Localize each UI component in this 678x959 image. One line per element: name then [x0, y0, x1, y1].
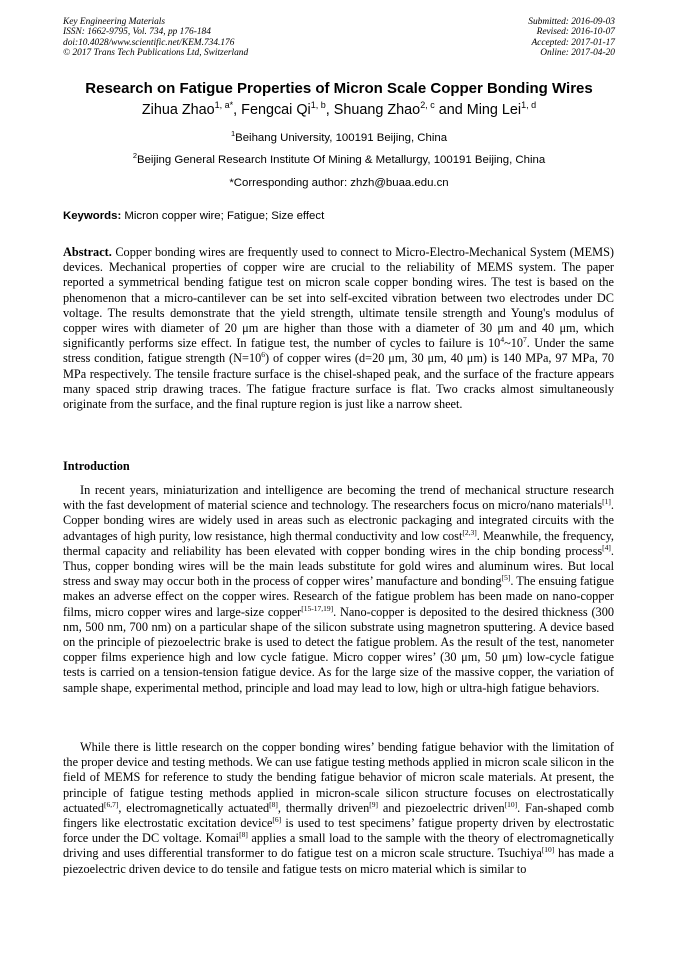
citation-ref: [8]: [269, 799, 278, 809]
author-affil: 1, d: [521, 100, 537, 111]
author-list: [0, 101, 678, 119]
citation-ref: [9]: [369, 799, 378, 809]
online-date: Online: 2017-04-20: [540, 47, 615, 58]
text-run: . Copper bonding wires are widely used in areas such as electronic packaging and integrated circuits with the advantages of high purity, low resistance, high thermal conductivity and low cost: [63, 498, 614, 543]
text-run: . Fan-shaped comb fingers like electrostatic excitation device: [63, 800, 614, 831]
date-info: [528, 17, 615, 58]
author-affil: 1, a*: [214, 100, 234, 111]
abstract-label: Abstract.: [63, 245, 112, 259]
keywords: [63, 209, 324, 223]
text-run: . Meanwhile, the frequency, thermal capacity and reliability has been elevated with copper bonding wires in the chip bonding process: [63, 528, 614, 558]
accepted-date: Accepted: 2017-01-17: [531, 37, 615, 48]
author-affil: 1, b: [310, 100, 326, 111]
author-name: Shuang Zhao: [333, 102, 421, 118]
citation-ref: [10]: [541, 845, 555, 855]
author-name: Fengcai Qi: [241, 102, 311, 118]
text-run: . Nano-copper is deposited to the desired thickness (300 nm, 500 nm, 700 nm) on a particular shape of the silicon substrate using magnetron sputtering. A device based on the principle of piezoelectric brake is used to detect the fatigue problem. As the result of the test, nanometer copper films experience high and low cycle fatigue. Micro copper wires’ (30 μm, 50 μm) low-cycle fatigue tests is carried on a tension-tension fatigue device. As for the large size of the massive copper, the variation of sample shape, experimental method, principle and load may lead to low, high or ultra-high fatigue behaviors.: [63, 604, 614, 695]
text-run: . The ensuing fatigue makes an adverse effect on the copper wires. Research of the fatigue problem has been made on nano-copper films, micro copper wires and large-size copper: [63, 574, 614, 619]
journal-name: Key Engineering Materials: [63, 17, 166, 27]
text-run: , thermally driven: [277, 800, 370, 815]
citation-ref: [2,3]: [462, 527, 477, 537]
text-run: applies a small load to the sample with the theory of electromagnetically driving and uses differential transformer to do fatigue test on a micron scale structure. Tsuchiya: [63, 831, 614, 861]
citation-ref: [4]: [602, 542, 611, 552]
revised-date: Revised: 2016-10-07: [536, 27, 615, 38]
text-run: has made a piezoelectric driven device to do tensile and fatigue tests on micro material which is similar to: [63, 846, 614, 876]
author-sep: ,: [233, 102, 242, 118]
keywords-label: Keywords:: [63, 210, 122, 222]
citation-ref: [8]: [239, 830, 248, 840]
text-run: In recent years, miniaturization and intelligence are becoming the trend of mechanical structure research with the fast development of material science and technology. The researchers focus on micro/nano materials: [63, 483, 614, 513]
issn-line: ISSN: 1662-9795, Vol. 734, pp 176-184: [63, 27, 211, 38]
citation-ref: [5]: [501, 573, 511, 583]
keywords-text: Micron copper wire; Fatigue; Size effect: [124, 210, 325, 222]
abstract: Abstract. Copper bonding wires are frequently used to connect to Micro-Electro-Mechanical System (MEMS) devices. Mechanical properties of copper wire are crucial to the reliability of MEMS system. The paper reported a symmetrical bending fatigue test on micron scale copper bonding wires. The test is based on the phenomenon that a micro-cantilever can be set into self-excited vibration between two electrodes under DC voltage. The results demonstrate that the yield strength, ultimate tensile strength and Young's modulus of copper wires with diameter of 20 μm are higher than those with a diameter of 30 μm and 40 μm, which significantly performs size effect. In fatigue test, the number of cycles to failure is $10^4\sim 10^7$. Under the same stress condition, fatigue strength $(N=10^6)$ of copper wires (d=20 μm, 30 μm, 40 μm) is 140 MPa, 97 MPa, 70 MPa respectively. The tensile fracture surface is the chisel-shaped peak, and the surface of the fracture appears many spaced strip drawing traces. The fatigue fracture surface is flat. Two cracks almost simultaneously originate from the surface, and the final rupture region is just like a narrow sheet.: [63, 245, 614, 412]
text-run: , electromagnetically actuated: [118, 800, 270, 815]
text-run: is used to test specimens’ fatigue property driven by electrostatic force under the DC voltage. Komai: [63, 816, 614, 846]
author-sep: and: [434, 102, 467, 118]
text-run: . Thus, copper bonding wires will be the main leads substitute for gold wires and aluminum wires. But local stress and sway may occur both in the process of copper wires’ manufacture and bonding: [63, 543, 614, 589]
affiliation-2: $^2$Beijing General Research Institute Of Mining & Metallurgy, 100191 Beijing, China: [132, 151, 546, 166]
copyright-line: © 2017 Trans Tech Publications Ltd, Switzerland: [63, 47, 249, 58]
journal-info: [63, 17, 248, 58]
affiliation-1: $^1$Beihang University, 100191 Beijing, China: [230, 129, 448, 144]
introduction-heading: Introduction: [63, 459, 130, 473]
intro-paragraph-2: [63, 740, 614, 877]
text-run: and piezoelectric driven: [378, 800, 505, 815]
citation-ref: [10]: [504, 799, 518, 809]
author-name: Ming Lei: [466, 102, 522, 118]
citation-ref: [15-17,19]: [301, 603, 334, 613]
author-name: Zihua Zhao: [141, 102, 215, 118]
submitted-date: Submitted: 2016-09-03: [528, 17, 615, 27]
paper-title: Research on Fatigue Properties of Micron Scale Copper Bonding Wires: [85, 80, 593, 97]
citation-ref: [6]: [272, 814, 282, 824]
citation-ref: [1]: [602, 497, 611, 507]
corresponding-author: *Corresponding author: zhzh@buaa.edu.cn: [229, 177, 449, 189]
doi-line: doi:10.4028/www.scientific.net/KEM.734.176: [63, 37, 235, 48]
author-affil: 2, c: [420, 100, 435, 111]
author-sep: ,: [325, 102, 334, 118]
intro-paragraph-1: [63, 483, 614, 696]
citation-ref: [6,7]: [103, 799, 119, 809]
text-run: While there is little research on the copper bonding wires’ bending fatigue behavior with the limitation of the proper device and testing methods. We can use fatigue testing methods applied in micron scale silicon in the field of MEMS for reference to study the bending fatigue behavior of micron scale materials. At present, the principle of fatigue testing methods applied in micron-scale silicon structure focuses on electrostatically actuated: [63, 740, 614, 815]
